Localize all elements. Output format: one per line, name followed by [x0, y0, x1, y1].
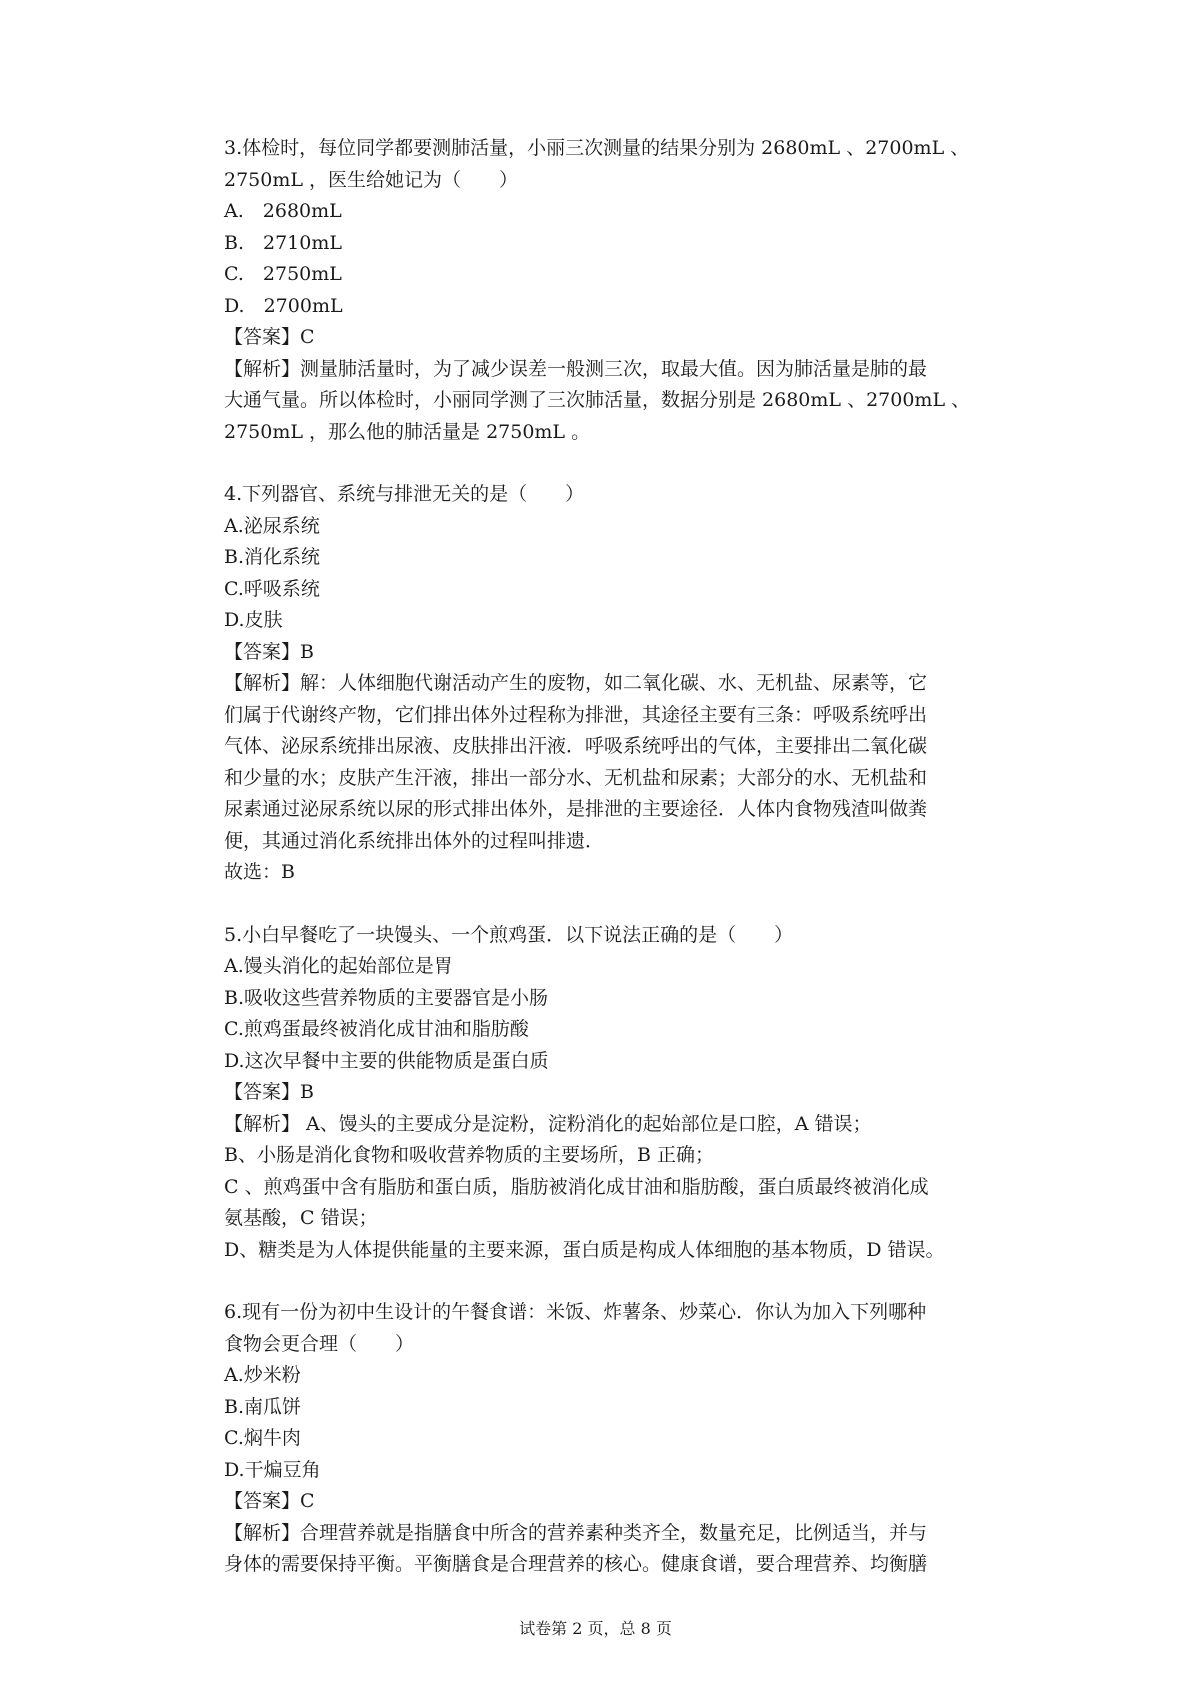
option-a: A.泌尿系统 — [224, 514, 320, 537]
option-d: D.这次早餐中主要的供能物质是蛋白质 — [224, 1049, 549, 1072]
page-footer: 试卷第 2 页，总 8 页 — [519, 1619, 672, 1638]
option-d: D.干煸豆角 — [224, 1458, 321, 1481]
option-c: C.煎鸡蛋最终被消化成甘油和脂肪酸 — [224, 1018, 529, 1040]
answer: 【答案】C — [224, 326, 315, 348]
analysis: 2750mL ，那么他的肺活量是 2750mL 。 — [224, 420, 591, 443]
analysis: 【解析】测量肺活量时，为了减少误差一般测三次，取最大值。因为肺活量是肺的最 — [224, 357, 928, 380]
answer: 【答案】C — [224, 1490, 315, 1512]
option-b: B.南瓜饼 — [224, 1395, 302, 1418]
question-stem: 2750mL ，医生给她记为（ ） — [224, 168, 519, 191]
question-4 — [224, 479, 1014, 889]
question-6 — [224, 1297, 1014, 1581]
analysis: D、糖类是为人体提供能量的主要来源，蛋白质是构成人体细胞的基本物质，D 错误。 — [224, 1238, 945, 1261]
analysis: 氨基酸，C 错误； — [224, 1207, 378, 1229]
spacer — [224, 448, 1014, 479]
option-c: C.呼吸系统 — [224, 577, 320, 600]
option-d: D.皮肤 — [224, 609, 283, 631]
question-stem: 4.下列器官、系统与排泄无关的是（ ） — [224, 483, 585, 505]
analysis: 【解析】 A、馒头的主要成分是淀粉，淀粉消化的起始部位是口腔，A 错误； — [224, 1112, 872, 1135]
analysis: C 、煎鸡蛋中含有脂肪和蛋白质，脂肪被消化成甘油和脂肪酸，蛋白质最终被消化成 — [224, 1175, 929, 1198]
analysis: 们属于代谢终产物，它们排出体外过程称为排泄，其途径主要有三条：呼吸系统呼出 — [224, 703, 928, 726]
analysis: 尿素通过泌尿系统以尿的形式排出体外，是排泄的主要途径．人体内食物残渣叫做粪 — [224, 798, 928, 820]
question-stem: 3.体检时，每位同学都要测肺活量，小丽三次测量的结果分别为 2680mL 、2700mL 、 — [224, 137, 970, 159]
document-body — [224, 133, 1014, 1581]
analysis: 和少量的水；皮肤产生汗液，排出一部分水、无机盐和尿素；大部分的水、无机盐和 — [224, 766, 928, 789]
option-b: B. 2710mL — [224, 231, 342, 254]
final-choice: 故选：B — [224, 861, 295, 883]
analysis: 【解析】解：人体细胞代谢活动产生的废物，如二氧化碳、水、无机盐、尿素等，它 — [224, 672, 928, 694]
question-3 — [224, 133, 1014, 448]
analysis: 【解析】合理营养就是指膳食中所含的营养素种类齐全，数量充足，比例适当，并与 — [224, 1521, 928, 1544]
question-stem: 食物会更合理（ ） — [224, 1332, 415, 1355]
option-a: A. 2680mL — [224, 200, 342, 222]
option-d: D. 2700mL — [224, 294, 343, 317]
analysis: 身体的需要保持平衡。平衡膳食是合理营养的核心。健康食谱，要合理营养、均衡膳 — [224, 1553, 928, 1575]
question-5 — [224, 920, 1014, 1267]
spacer — [224, 889, 1014, 920]
answer: 【答案】B — [224, 1081, 314, 1103]
question-stem: 5.小白早餐吃了一块馒头、一个煎鸡蛋．以下说法正确的是（ ） — [224, 923, 794, 946]
analysis: 便，其通过消化系统排出体外的过程叫排遗． — [224, 829, 605, 852]
option-b: B.消化系统 — [224, 546, 321, 568]
option-c: C. 2750mL — [224, 263, 342, 285]
answer: 【答案】B — [224, 640, 314, 663]
option-a: A.馒头消化的起始部位是胃 — [224, 955, 453, 977]
option-b: B.吸收这些营养物质的主要器官是小肠 — [224, 986, 549, 1009]
analysis: 大通气量。所以体检时，小丽同学测了三次肺活量，数据分别是 2680mL 、2700mL 、 — [224, 389, 971, 411]
analysis: 气体、泌尿系统排出尿液、皮肤排出汗液．呼吸系统呼出的气体，主要排出二氧化碳 — [224, 735, 928, 757]
option-a: A.炒米粉 — [224, 1364, 301, 1386]
analysis: B、小肠是消化食物和吸收营养物质的主要场所，B 正确； — [224, 1144, 714, 1166]
spacer — [224, 1266, 1014, 1297]
question-stem: 6.现有一份为初中生设计的午餐食谱：米饭、炸薯条、炒菜心．你认为加入下列哪种 — [224, 1301, 927, 1323]
option-c: C.焖牛肉 — [224, 1427, 301, 1449]
